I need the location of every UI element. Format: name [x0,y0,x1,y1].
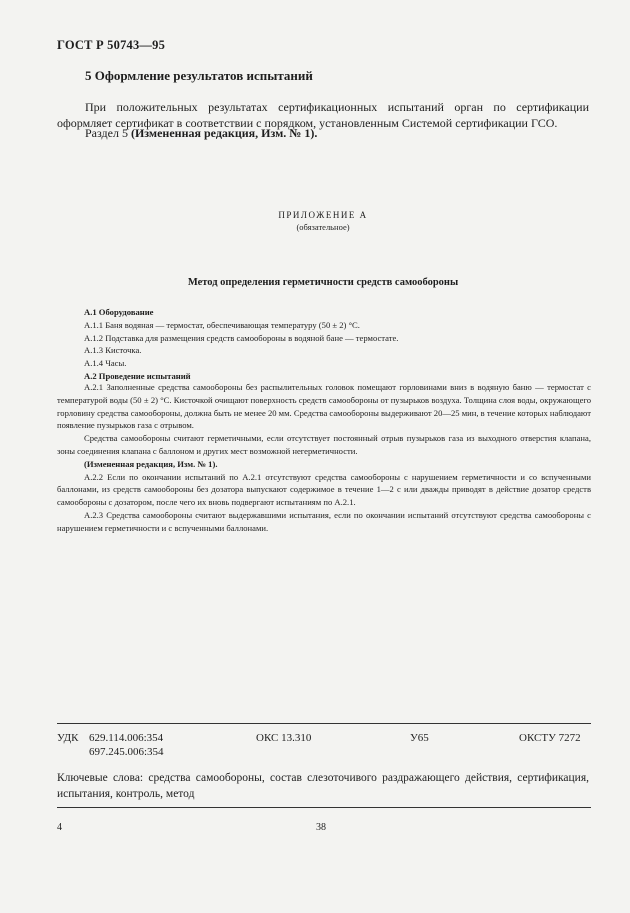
a1-2: А.1.2 Подставка для размещения средств самообороны в водяной бане — термостате. [84,332,399,343]
section-title: 5 Оформление результатов испытаний [85,68,313,83]
a2-heading: А.2 Проведение испытаний [84,370,191,381]
udk-line2: 697.245.006:354 [89,746,164,758]
method-title: Метод определения герметичности средств самообороны [187,277,459,288]
classification-code: У65 [410,732,429,744]
okstu-code: ОКСТУ 7272 [519,732,581,744]
a1-1: А.1.1 Баня водяная — термостат, обеспечивающая температуру (50 ± 2) °С. [84,319,360,330]
appendix-status: (обязательное) [296,222,350,232]
change-prefix: Раздел 5 [85,126,131,140]
udk-line1: 629.114.006:354 [89,732,164,744]
a2-1-cont: Средства самообороны считают герметичными, если отсутствует постоянный отрыв пузырьков газа из выходного отверстия клапана, зоны соединения клапана с баллоном и других мест возможной негерметичности. [57,433,591,456]
page-number-left: 4 [57,822,62,833]
keywords: Ключевые слова: средства самообороны, состав слезоточивого раздражающего действия, сертификация, испытания, контроль, метод [57,772,589,800]
section-change-note [57,126,589,142]
a2-1-change: (Измененная редакция, Изм. № 1). [84,458,218,469]
appendix-title: ПРИЛОЖЕНИЕ А [278,210,368,220]
a2-2: А.2.2 Если по окончании испытаний по А.2.1 отсутствуют средства самообороны с нарушением герметичности и со вспученными баллонами, из средств самообороны без дозатора выпускают содержимое в течение 1—2 с или дважды приводят в действие дозатор средств самообороны с дозатором, после чего их вновь подвергают испытаниям по А.2.1. [57,471,591,508]
appendix-body-2 [57,381,591,535]
appendix-body [84,306,591,383]
udk-label: УДК [57,732,79,744]
oks-code: ОКС 13.310 [256,732,312,744]
a1-3: А.1.3 Кисточка. [84,345,142,356]
a2-1: А.2.1 Заполненные средства самообороны без распылительных головок помещают горловинами вниз в водяную баню — термостат с температурой воды (50 ± 2) °С. Кисточкой очищают поверхность средств самообороны от пузырьков воздуха. Толщина слоя воды, окружающего горловину средства самообороны, должна быть не менее 20 мм. Средства самообороны выдерживают 20—25 мин, в течение которых наблюдают появление пузырьков газа с отрывом. [57,382,591,431]
a1-heading: А.1 Оборудование [84,307,154,317]
footer-rule-bottom [57,807,591,808]
page-number-center: 38 [316,822,326,833]
standard-header: ГОСТ Р 50743—95 [57,38,166,52]
section-paragraph: При положительных результатах сертификационных испытаний орган по сертификации оформляет сертификат в соответствии с порядком, установленным Системой сертификации ГСО. [57,100,589,130]
a1-4: А.1.4 Часы. [84,358,127,369]
a2-3: А.2.3 Средства самообороны считают выдержавшими испытания, если по окончании испытаний отсутствуют средства самообороны с нарушением герметичности и с вспученными баллонами. [57,509,591,533]
footer-rule-top [57,723,591,724]
change-note: (Измененная редакция, Изм. № 1). [130,126,318,140]
